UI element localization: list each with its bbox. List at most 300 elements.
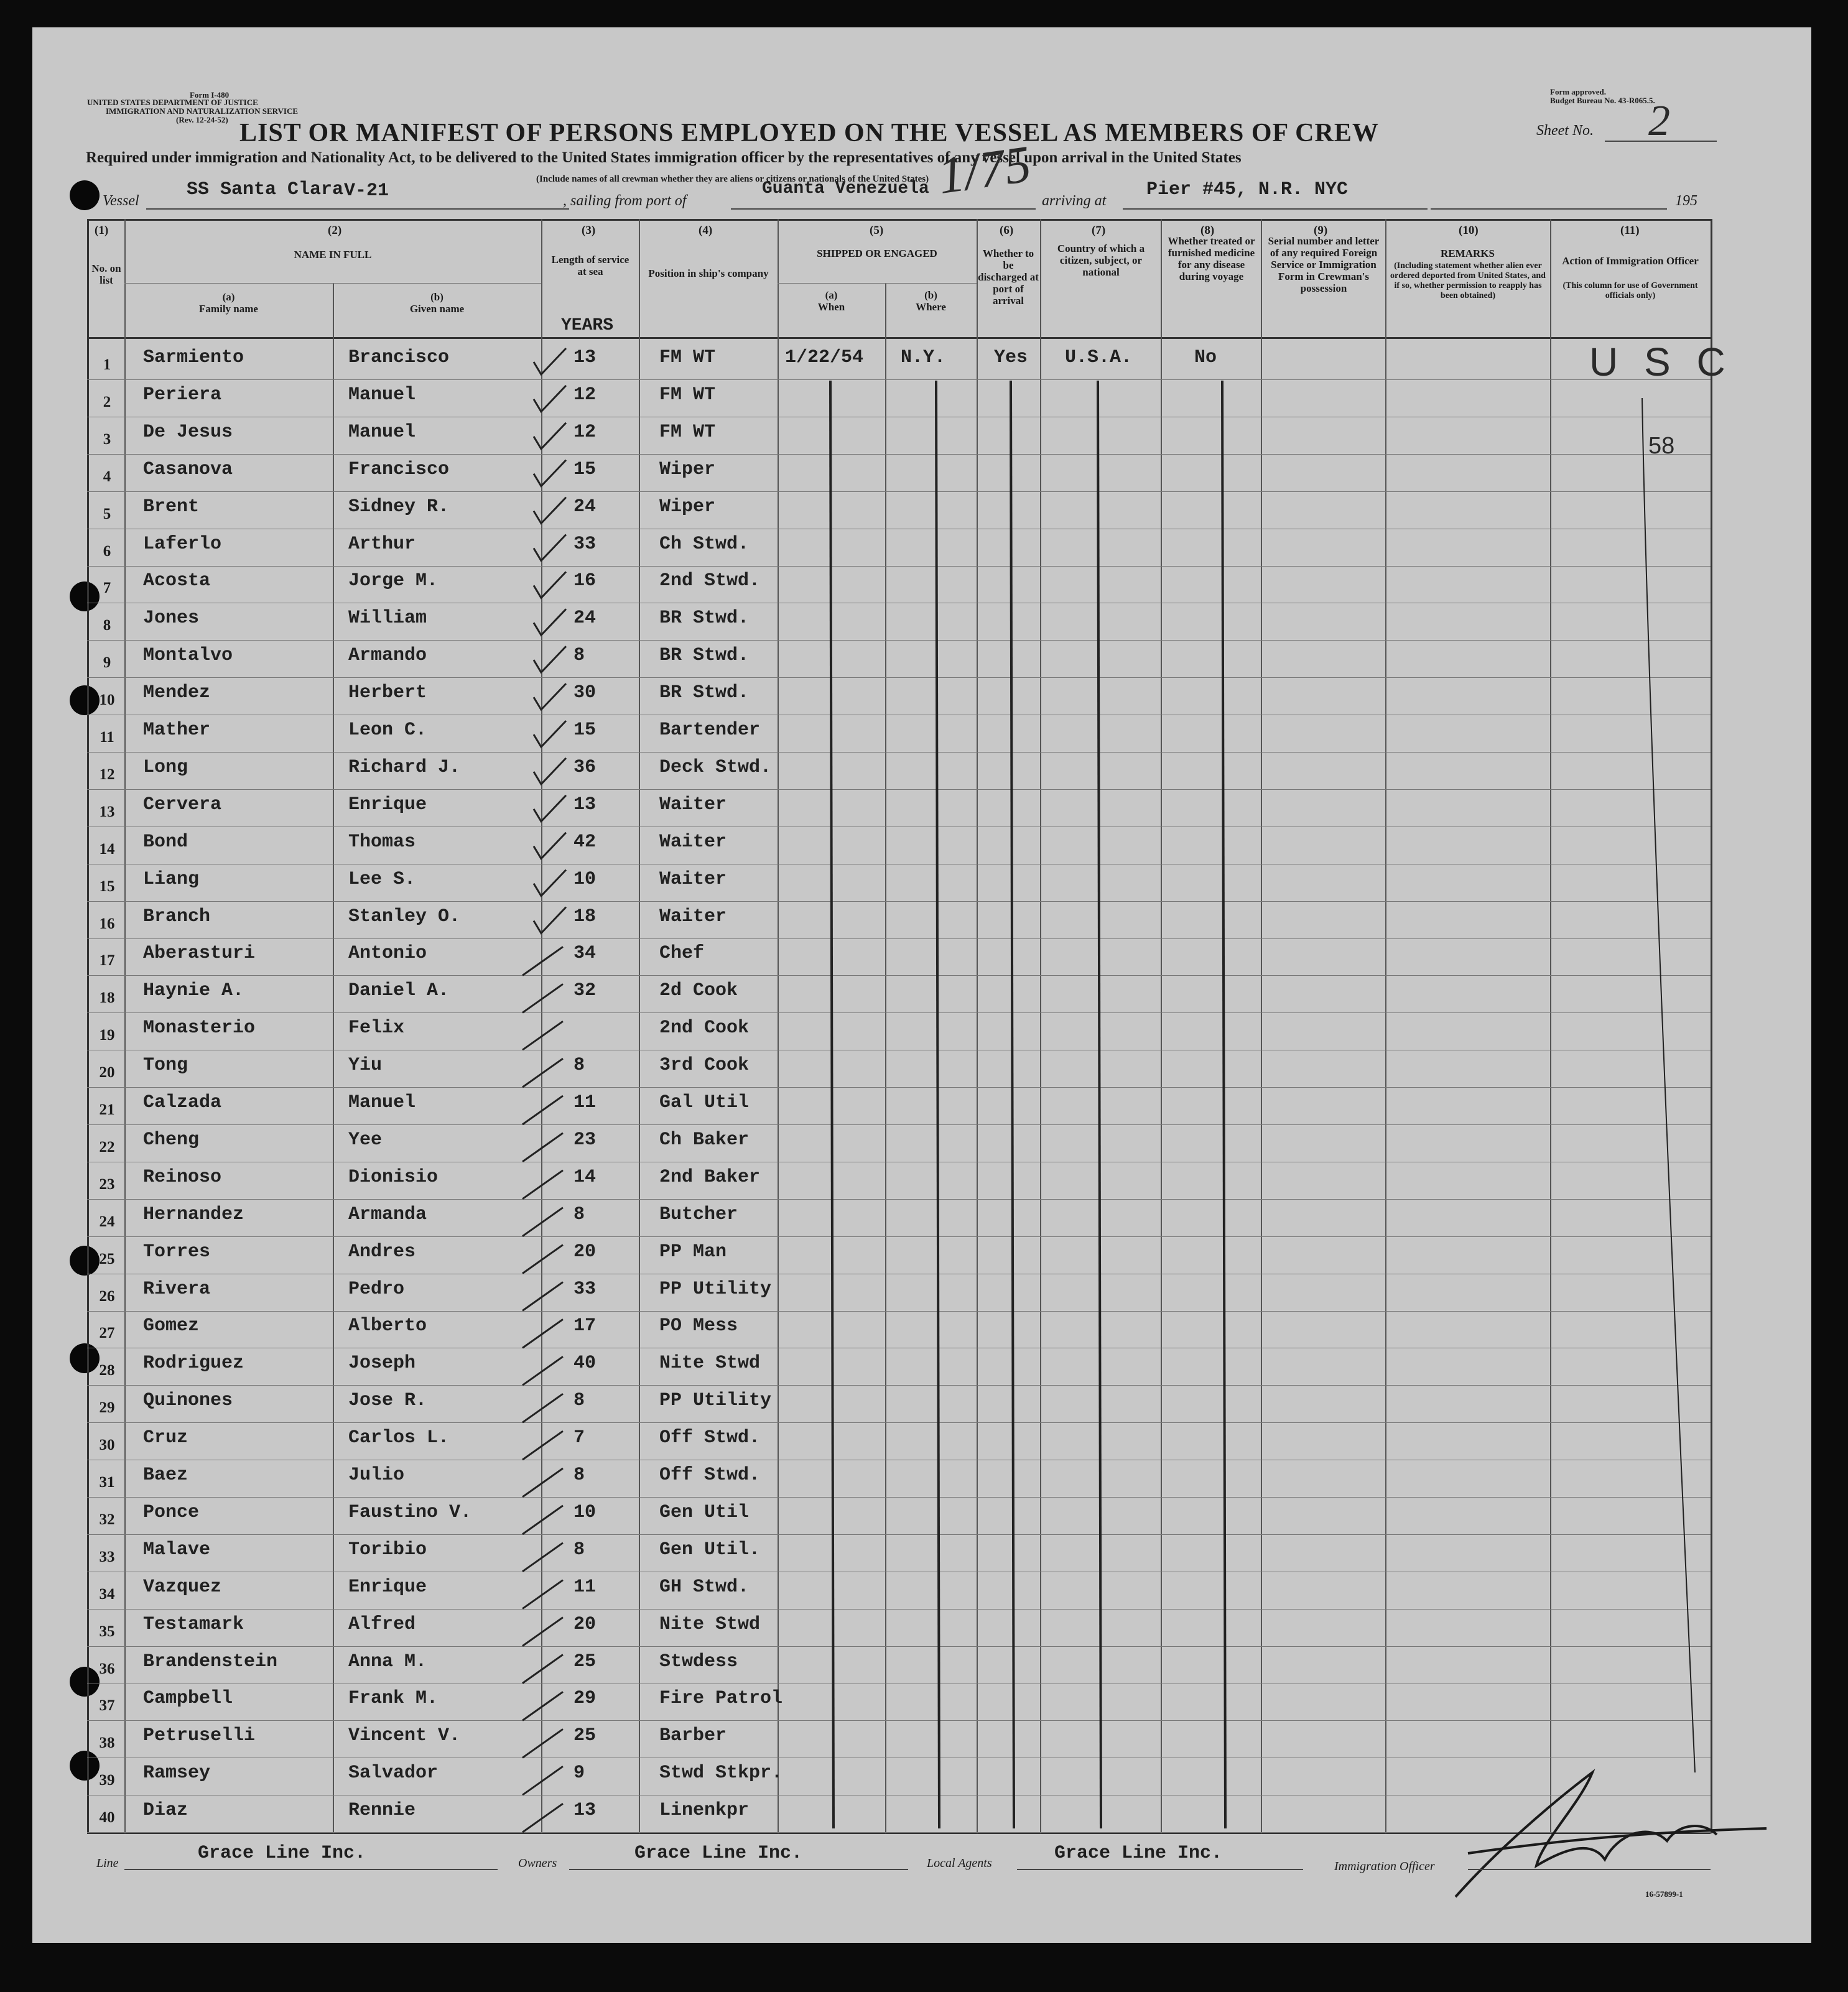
cell-family: Calzada xyxy=(143,1092,222,1113)
cell-discharged: Yes xyxy=(994,347,1028,368)
cell-position: GH Stwd. xyxy=(659,1576,750,1598)
cell-given: Francisco xyxy=(348,458,450,480)
cell-given: Frank M. xyxy=(348,1688,439,1710)
row-number: 4 xyxy=(103,468,111,485)
cell-family: Rodriguez xyxy=(143,1353,244,1374)
cell-years: 23 xyxy=(573,1129,597,1151)
cell-years: 7 xyxy=(573,1427,585,1449)
cell-given: Thomas xyxy=(348,831,416,853)
sheet-number: 2 xyxy=(1648,97,1670,145)
row-number: 18 xyxy=(99,989,115,1007)
cell-family: Hernandez xyxy=(143,1203,244,1225)
col-8-header: Whether treated or furnished medicine for any disease during voyage xyxy=(1168,235,1255,282)
cell-position: FM WT xyxy=(659,347,716,368)
form-number: Form I-480 xyxy=(190,90,230,100)
footer-agents-label: Local Agents xyxy=(927,1856,992,1870)
cell-years: 8 xyxy=(573,1055,585,1077)
check-mark xyxy=(534,833,566,859)
cell-years: 17 xyxy=(573,1315,597,1337)
cell-family: Quinones xyxy=(143,1390,233,1412)
cell-position: Ch Stwd. xyxy=(659,533,750,555)
cell-given: Enrique xyxy=(348,1576,427,1598)
col-5-header: SHIPPED OR ENGAGED xyxy=(817,248,937,259)
cell-position: Gal Util xyxy=(659,1092,750,1113)
cell-position: PO Mess xyxy=(659,1315,738,1337)
cell-position: 2nd Baker xyxy=(659,1166,761,1188)
cell-years: 40 xyxy=(573,1353,597,1374)
cell-position: 3rd Cook xyxy=(659,1055,750,1077)
cell-given: Andres xyxy=(348,1241,416,1262)
arriving-port: Pier #45, N.R. NYC xyxy=(1146,179,1349,200)
check-mark xyxy=(522,1655,563,1684)
cell-years: 9 xyxy=(573,1763,585,1784)
cell-position: Wiper xyxy=(659,458,716,480)
cell-given: Vincent V. xyxy=(348,1725,461,1747)
col-11-note: (This column for use of Government officials only) xyxy=(1562,281,1698,300)
check-mark xyxy=(522,984,563,1012)
row-number: 24 xyxy=(99,1213,115,1230)
row-number: 30 xyxy=(99,1437,115,1454)
cell-years: 8 xyxy=(573,1390,585,1412)
cell-family: Gomez xyxy=(143,1315,200,1337)
cell-given: Brancisco xyxy=(348,347,450,368)
row-number: 13 xyxy=(99,803,115,820)
cell-position: FM WT xyxy=(659,384,716,405)
cell-family: Mendez xyxy=(143,682,211,704)
cell-family: Bond xyxy=(143,831,188,853)
check-mark xyxy=(534,907,566,933)
form-title: LIST OR MANIFEST OF PERSONS EMPLOYED ON THE VESSEL AS MEMBERS OF CREW xyxy=(239,119,1379,147)
cell-family: Brent xyxy=(143,496,200,517)
cell-family: Diaz xyxy=(143,1800,188,1822)
cell-position: BR Stwd. xyxy=(659,645,750,667)
row-number: 37 xyxy=(99,1697,115,1715)
sheet-label: Sheet No. xyxy=(1536,123,1594,139)
check-mark xyxy=(522,1468,563,1497)
cell-years: 11 xyxy=(573,1576,597,1598)
cell-position: Waiter xyxy=(659,831,727,853)
check-mark xyxy=(522,1618,563,1646)
cell-position: Nite Stwd xyxy=(659,1353,761,1374)
cell-medicine: No xyxy=(1194,347,1217,368)
row-number: 23 xyxy=(99,1175,115,1193)
footer-owners-value: Grace Line Inc. xyxy=(634,1843,803,1864)
cell-family: Haynie A. xyxy=(143,980,244,1002)
check-mark xyxy=(534,683,566,710)
row-number: 35 xyxy=(99,1623,115,1640)
cell-given: Rennie xyxy=(348,1800,416,1822)
cell-position: Bartender xyxy=(659,720,761,741)
row-number: 29 xyxy=(99,1399,115,1417)
row-number: 40 xyxy=(99,1809,115,1827)
row-number: 5 xyxy=(103,505,111,522)
check-mark xyxy=(522,1506,563,1534)
crew-count: 58 xyxy=(1648,433,1675,459)
cell-family: Acosta xyxy=(143,570,211,592)
year-label: 195 xyxy=(1675,193,1697,209)
cell-family: Long xyxy=(143,756,188,778)
cell-where: N.Y. xyxy=(901,347,946,368)
check-mark xyxy=(534,572,566,598)
cell-family: Ramsey xyxy=(143,1763,211,1784)
cell-years: 8 xyxy=(573,1539,585,1560)
cell-family: Vazquez xyxy=(143,1576,222,1598)
row-number: 28 xyxy=(99,1362,115,1379)
check-mark xyxy=(522,1431,563,1460)
cell-position: Off Stwd. xyxy=(659,1427,761,1449)
cell-position: FM WT xyxy=(659,421,716,443)
cell-years: 33 xyxy=(573,1278,597,1300)
cell-years: 42 xyxy=(573,831,597,853)
required-statement: Required under immigration and Nationality Act, to be delivered to the United States immigration officer by the representatives of any vessel upon arrival in the United States xyxy=(86,149,1242,166)
row-number: 15 xyxy=(99,878,115,895)
cell-years: 13 xyxy=(573,1800,597,1822)
service: IMMIGRATION AND NATURALIZATION SERVICE xyxy=(106,106,299,116)
row-number: 7 xyxy=(103,580,111,597)
check-mark xyxy=(534,721,566,747)
check-mark xyxy=(534,795,566,822)
cell-position: Waiter xyxy=(659,906,727,927)
check-mark xyxy=(522,1319,563,1348)
cell-given: Julio xyxy=(348,1465,405,1486)
col-10-header: REMARKS xyxy=(1441,248,1495,259)
cell-given: Jorge M. xyxy=(348,570,439,592)
cell-given: Carlos L. xyxy=(348,1427,450,1449)
cell-family: Testamark xyxy=(143,1613,244,1635)
cell-years: 8 xyxy=(573,1465,585,1486)
cell-given: Yee xyxy=(348,1129,383,1151)
cell-position: PP Utility xyxy=(659,1278,772,1300)
cell-years: 12 xyxy=(573,421,597,443)
check-mark xyxy=(534,498,566,524)
cell-years: 18 xyxy=(573,906,597,927)
col-1-number: (1) xyxy=(95,224,109,237)
col-6-number: (6) xyxy=(1000,224,1014,237)
col-7-header: Country of which a citizen, subject, or national xyxy=(1057,243,1145,278)
cell-years: 25 xyxy=(573,1651,597,1672)
row-number: 21 xyxy=(99,1101,115,1118)
cell-given: Daniel A. xyxy=(348,980,450,1002)
row-number: 11 xyxy=(100,729,114,746)
cell-position: 2d Cook xyxy=(659,980,738,1002)
cell-years: 24 xyxy=(573,608,597,629)
cell-family: Laferlo xyxy=(143,533,222,555)
row-number: 22 xyxy=(99,1138,115,1156)
check-mark xyxy=(534,870,566,896)
check-mark xyxy=(522,1021,563,1050)
cell-given: Dionisio xyxy=(348,1166,439,1188)
check-mark xyxy=(522,1208,563,1236)
cell-years: 34 xyxy=(573,943,597,965)
row-number: 25 xyxy=(99,1250,115,1267)
row-number: 8 xyxy=(103,617,111,634)
cell-position: Stwdess xyxy=(659,1651,738,1672)
cell-family: Brandenstein xyxy=(143,1651,278,1672)
department: UNITED STATES DEPARTMENT OF JUSTICE xyxy=(87,98,258,107)
cell-position: Deck Stwd. xyxy=(659,756,772,778)
check-mark xyxy=(522,947,563,975)
row-number: 14 xyxy=(99,840,115,858)
cell-given: Antonio xyxy=(348,943,427,965)
cell-years: 15 xyxy=(573,458,597,480)
cell-family: Cruz xyxy=(143,1427,188,1449)
sheet-mark: 1/75 xyxy=(934,135,1035,205)
cell-family: Mather xyxy=(143,720,211,741)
cell-given: Joseph xyxy=(348,1353,416,1374)
cell-years: 29 xyxy=(573,1688,597,1710)
col-10-number: (10) xyxy=(1459,224,1479,237)
row-number: 2 xyxy=(103,393,111,410)
cell-family: Liang xyxy=(143,868,200,890)
check-mark xyxy=(522,1096,563,1124)
row-number: 32 xyxy=(99,1511,115,1528)
cell-years: 25 xyxy=(573,1725,597,1747)
cell-family: Ponce xyxy=(143,1501,200,1523)
cell-family: De Jesus xyxy=(143,421,233,443)
cell-position: Linenkpr xyxy=(659,1800,750,1822)
cell-country: U.S.A. xyxy=(1065,347,1133,368)
arriving-label: arriving at xyxy=(1042,193,1107,209)
vessel-value: SS Santa Clara xyxy=(187,179,344,200)
sailing-label: , sailing from port of xyxy=(563,193,687,209)
cell-given: Faustino V. xyxy=(348,1501,472,1523)
cell-family: Malave xyxy=(143,1539,211,1560)
cell-position: PP Man xyxy=(659,1241,727,1262)
cell-position: Gen Util xyxy=(659,1501,750,1523)
cell-years: 8 xyxy=(573,645,585,667)
cell-position: BR Stwd. xyxy=(659,608,750,629)
cell-years: 11 xyxy=(573,1092,597,1113)
cell-family: Petruselli xyxy=(143,1725,256,1747)
cell-given: Salvador xyxy=(348,1763,439,1784)
cell-family: Cervera xyxy=(143,794,222,815)
row-number: 36 xyxy=(99,1660,115,1677)
check-mark xyxy=(522,1394,563,1422)
check-mark xyxy=(522,1245,563,1274)
cell-family: Jones xyxy=(143,608,200,629)
row-number: 33 xyxy=(99,1548,115,1565)
cell-given: Stanley O. xyxy=(348,906,461,927)
cell-family: Tong xyxy=(143,1055,188,1077)
col-5a-header: (a) When xyxy=(817,289,845,313)
row-number: 39 xyxy=(99,1772,115,1789)
cell-given: Manuel xyxy=(348,1092,416,1113)
cell-family: Rivera xyxy=(143,1278,211,1300)
cell-family: Reinoso xyxy=(143,1166,222,1188)
cell-given: Manuel xyxy=(348,384,416,405)
cell-given: Enrique xyxy=(348,794,427,815)
check-mark xyxy=(534,423,566,449)
cell-given: Sidney R. xyxy=(348,496,450,517)
cell-given: Anna M. xyxy=(348,1651,427,1672)
cell-position: 2nd Stwd. xyxy=(659,570,761,592)
cell-given: Felix xyxy=(348,1017,405,1039)
cell-given: Richard J. xyxy=(348,756,461,778)
cell-given: William xyxy=(348,608,427,629)
check-mark xyxy=(522,1170,563,1199)
cell-given: Jose R. xyxy=(348,1390,427,1412)
cell-years: 33 xyxy=(573,533,597,555)
cell-family: Branch xyxy=(143,906,211,927)
col-2b-header: (b) Given name xyxy=(409,291,465,315)
cell-given: Arthur xyxy=(348,533,416,555)
cell-years: 14 xyxy=(573,1166,597,1188)
cell-years: 16 xyxy=(573,570,597,592)
check-mark xyxy=(534,386,566,412)
cell-family: Sarmiento xyxy=(143,347,244,368)
cell-given: Pedro xyxy=(348,1278,405,1300)
check-mark xyxy=(534,758,566,784)
check-mark xyxy=(522,1059,563,1087)
cell-family: Campbell xyxy=(143,1688,233,1710)
col-10-note: (Including statement whether alien ever ordered deported from United States, and if so, whether permission to reapply has been obtained) xyxy=(1390,261,1546,300)
col-2-header: NAME IN FULL xyxy=(294,249,372,261)
cell-when: 1/22/54 xyxy=(785,347,864,368)
cell-position: Butcher xyxy=(659,1203,738,1225)
cell-given: Armanda xyxy=(348,1203,427,1225)
cell-years: 24 xyxy=(573,496,597,517)
cell-family: Torres xyxy=(143,1241,211,1262)
cell-given: Alfred xyxy=(348,1613,416,1635)
sailing-port: Guanta Venezuela xyxy=(762,179,929,198)
cell-family: Periera xyxy=(143,384,222,405)
col-1-header: No. on list xyxy=(91,262,121,286)
footer-code: 16-57899-1 xyxy=(1645,1889,1683,1899)
voyage-number: V-21 xyxy=(344,180,389,202)
row-number: 20 xyxy=(99,1064,115,1082)
cell-years: 13 xyxy=(573,347,597,368)
cell-given: Toribio xyxy=(348,1539,427,1560)
cell-years: 8 xyxy=(573,1203,585,1225)
row-number: 1 xyxy=(103,356,111,373)
col-3-header: Length of service at sea xyxy=(551,254,629,277)
cell-given: Leon C. xyxy=(348,720,427,741)
include-note: (Include names of all crewman whether they are aliens or citizens or nationals of the United States) xyxy=(536,174,929,184)
usc-stamp: U S C xyxy=(1589,340,1733,384)
budget-bureau: Budget Bureau No. 43-R065.5. xyxy=(1550,96,1655,105)
form-approved: Form approved. xyxy=(1550,87,1607,96)
row-number: 3 xyxy=(103,430,111,448)
cell-years: 13 xyxy=(573,794,597,815)
cell-position: Stwd Stkpr. xyxy=(659,1763,783,1784)
cell-years: 10 xyxy=(573,1501,597,1523)
col-7-number: (7) xyxy=(1092,224,1106,237)
cell-given: Herbert xyxy=(348,682,427,704)
cell-given: Yiu xyxy=(348,1055,383,1077)
cell-years: 20 xyxy=(573,1241,597,1262)
footer-line-value: Grace Line Inc. xyxy=(198,1843,366,1864)
col-11-header: Action of Immigration Officer xyxy=(1562,255,1699,267)
cell-family: Baez xyxy=(143,1465,188,1486)
cell-years: 15 xyxy=(573,720,597,741)
check-mark xyxy=(522,1133,563,1162)
row-number: 19 xyxy=(99,1027,115,1044)
cell-position: Chef xyxy=(659,943,705,965)
footer-line-label: Line xyxy=(96,1856,119,1870)
cell-position: Barber xyxy=(659,1725,727,1747)
cell-position: Waiter xyxy=(659,794,727,815)
revision: (Rev. 12-24-52) xyxy=(176,115,228,124)
col-4-number: (4) xyxy=(699,224,713,237)
check-mark xyxy=(522,1766,563,1795)
col-4-header: Position in ship's company xyxy=(648,267,769,279)
col-9-number: (9) xyxy=(1314,224,1328,237)
col-5b-header: (b) Where xyxy=(916,289,946,313)
check-mark xyxy=(522,1692,563,1720)
check-mark xyxy=(522,1729,563,1758)
cell-position: BR Stwd. xyxy=(659,682,750,704)
check-mark xyxy=(534,646,566,672)
cell-given: Manuel xyxy=(348,421,416,443)
cell-given: Armando xyxy=(348,645,427,667)
cell-years: 36 xyxy=(573,756,597,778)
cell-position: Fire Patrol xyxy=(659,1688,783,1710)
col-3-number: (3) xyxy=(582,224,596,237)
check-mark xyxy=(522,1282,563,1311)
col-2a-header: (a) Family name xyxy=(199,291,258,315)
cell-position: Nite Stwd xyxy=(659,1613,761,1635)
row-number: 9 xyxy=(103,654,111,672)
cell-position: Wiper xyxy=(659,496,716,517)
footer-owners-label: Owners xyxy=(518,1856,557,1870)
row-number: 16 xyxy=(99,915,115,932)
row-number: 34 xyxy=(99,1585,115,1603)
cell-position: PP Utility xyxy=(659,1390,772,1412)
check-mark xyxy=(534,348,566,374)
col-2-number: (2) xyxy=(328,224,342,237)
cell-given: Alberto xyxy=(348,1315,427,1337)
cell-years: 12 xyxy=(573,384,597,405)
check-mark xyxy=(534,460,566,486)
row-number: 12 xyxy=(99,766,115,783)
row-number: 26 xyxy=(99,1287,115,1305)
col-5-number: (5) xyxy=(870,224,884,237)
row-number: 27 xyxy=(99,1325,115,1342)
check-mark xyxy=(522,1804,563,1832)
check-mark xyxy=(522,1580,563,1609)
row-number: 6 xyxy=(103,542,111,560)
cell-family: Casanova xyxy=(143,458,233,480)
col-9-header: Serial number and letter of any required Foreign Service or Immigration Form in Crewman's possession xyxy=(1268,235,1380,294)
cell-given: Lee S. xyxy=(348,868,416,890)
check-mark xyxy=(522,1543,563,1572)
cell-family: Aberasturi xyxy=(143,943,256,965)
footer-officer-label: Immigration Officer xyxy=(1334,1860,1435,1873)
cell-position: 2nd Cook xyxy=(659,1017,750,1039)
row-number: 31 xyxy=(99,1474,115,1491)
col-8-number: (8) xyxy=(1200,224,1215,237)
check-mark xyxy=(534,535,566,561)
check-mark xyxy=(534,609,566,635)
footer-agents-value: Grace Line Inc. xyxy=(1054,1843,1223,1864)
col-11-number: (11) xyxy=(1620,224,1640,237)
cell-position: Gen Util. xyxy=(659,1539,761,1560)
row-number: 17 xyxy=(99,952,115,970)
cell-years: 32 xyxy=(573,980,597,1002)
vessel-label: Vessel xyxy=(103,193,139,209)
cell-family: Montalvo xyxy=(143,645,233,667)
cell-position: Waiter xyxy=(659,868,727,890)
cell-family: Cheng xyxy=(143,1129,200,1151)
cell-years: 30 xyxy=(573,682,597,704)
row-number: 10 xyxy=(99,692,115,709)
officer-signature xyxy=(1456,1772,1767,1897)
col-3-years: YEARS xyxy=(561,316,614,335)
row-number: 38 xyxy=(99,1735,115,1752)
cell-family: Monasterio xyxy=(143,1017,256,1039)
cell-position: Off Stwd. xyxy=(659,1465,761,1486)
col-6-header: Whether to be discharged at port of arrival xyxy=(978,248,1039,307)
